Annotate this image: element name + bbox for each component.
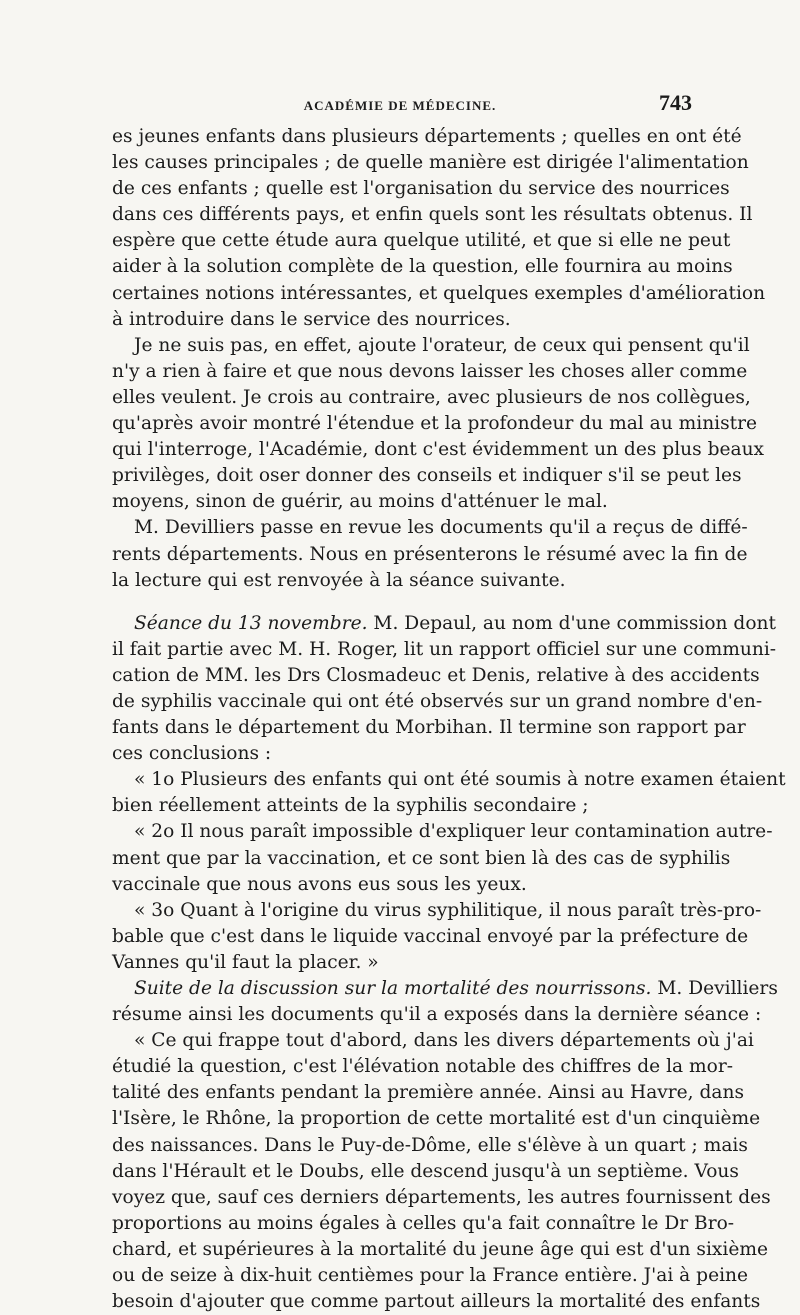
text-line: qu'après avoir montré l'étendue et la profondeur du mal au ministre xyxy=(112,413,758,435)
text-line: qui l'interroge, l'Académie, dont c'est évidemment un des plus beaux xyxy=(112,439,765,461)
paragraph xyxy=(112,124,766,333)
text-line: les causes principales ; de quelle manière est dirigée l'alimentation xyxy=(112,152,749,174)
text-line xyxy=(112,976,778,1002)
text-line: elles veulent. Je crois au contraire, avec plusieurs de nos collègues, xyxy=(112,386,751,408)
text-line: proportions au moins égales à celles qu'a fait connaître le Dr Bro- xyxy=(112,1212,735,1234)
text-line: la lecture qui est renvoyée à la séance suivante. xyxy=(112,569,566,591)
text-line: « Ce qui frappe tout d'abord, dans les divers départements où j'ai xyxy=(134,1030,754,1052)
line-text: M. Depaul, au nom d'une commission dont xyxy=(367,612,776,634)
text-line: vaccinale que nous avons eus sous les yeux. xyxy=(112,873,527,895)
text-line: de ces enfants ; quelle est l'organisation du service des nourrices xyxy=(112,178,730,200)
line-text: M. Devilliers xyxy=(651,978,778,999)
text-line: M. Devilliers passe en revue les documents qu'il a reçus de diffé- xyxy=(134,517,748,539)
text-line: étudié la question, c'est l'élévation notable des chiffres de la mor- xyxy=(112,1056,734,1078)
text-line: moyens, sinon de guérir, au moins d'atténuer le mal. xyxy=(112,491,608,513)
text-line: ou de seize à dix-huit centièmes pour la France entière. J'ai à peine xyxy=(112,1265,749,1287)
text-line: besoin d'ajouter que comme partout ailleurs la mortalité des enfants xyxy=(112,1291,761,1313)
italic-lead: Suite de la discussion sur la mortalité des nourrissons. xyxy=(134,978,652,999)
paragraph xyxy=(112,976,778,1028)
text-line: certaines notions intéressantes, et quelques exemples d'amélioration xyxy=(112,282,766,304)
running-head: ACADÉMIE DE MÉDECINE. xyxy=(303,98,497,113)
italic-lead: Séance du 13 novembre. xyxy=(134,612,368,634)
text-line: ment que par la vaccination, et ce sont bien là des cas de syphilis xyxy=(112,847,731,869)
text-line xyxy=(112,611,776,637)
page-number: 743 xyxy=(659,90,692,115)
page xyxy=(112,90,786,1315)
text-line: chard, et supérieures à la mortalité du jeune âge qui est d'un sixième xyxy=(112,1238,768,1260)
text-line: aider à la solution complète de la question, elle fournira au moins xyxy=(112,256,733,278)
paragraph xyxy=(112,819,773,897)
text-line: l'Isère, le Rhône, la proportion de cette mortalité est d'un cinquième xyxy=(112,1108,761,1130)
paragraph xyxy=(112,898,762,976)
text-line: talité des enfants pendant la première année. Ainsi au Havre, dans xyxy=(112,1082,744,1104)
text-line: fants dans le département du Morbihan. Il termine son rapport par xyxy=(112,717,746,739)
text-line: dans l'Hérault et le Doubs, elle descend jusqu'à un septième. Vous xyxy=(112,1160,739,1182)
text-line: « 3o Quant à l'origine du virus syphilitique, il nous paraît très-pro- xyxy=(134,899,762,921)
text-line: dans ces différents pays, et enfin quels sont les résultats obtenus. Il xyxy=(112,204,753,226)
paragraph xyxy=(112,515,748,593)
text-line: ces conclusions : xyxy=(112,743,272,765)
text-line: à introduire dans le service des nourrices. xyxy=(112,308,511,330)
paragraph xyxy=(112,1028,771,1315)
text-line: cation de MM. les Drs Closmadeuc et Denis, relative à des accidents xyxy=(112,664,760,686)
text-line: es jeunes enfants dans plusieurs départements ; quelles en ont été xyxy=(112,126,742,147)
text-line: Vannes qu'il faut la placer. » xyxy=(112,951,379,973)
paragraph xyxy=(112,333,765,516)
text-line: bable que c'est dans le liquide vaccinal envoyé par la préfecture de xyxy=(112,925,749,947)
text-line: privilèges, doit oser donner des conseils et indiquer s'il se peut les xyxy=(112,465,742,487)
text-line: voyez que, sauf ces derniers départements, les autres fournissent des xyxy=(112,1186,771,1208)
section-gap xyxy=(112,594,688,611)
text-line: espère que cette étude aura quelque utilité, et que si elle ne peut xyxy=(112,230,731,252)
text-line: « 1o Plusieurs des enfants qui ont été soumis à notre examen étaient xyxy=(134,769,786,791)
text-line: de syphilis vaccinale qui ont été observés sur un grand nombre d'en- xyxy=(112,690,763,712)
paragraph xyxy=(112,767,786,819)
text-line: il fait partie avec M. H. Roger, lit un rapport officiel sur une communi- xyxy=(112,638,777,660)
text-line: bien réellement atteints de la syphilis secondaire ; xyxy=(112,795,589,817)
text-line: n'y a rien à faire et que nous devons laisser les choses aller comme xyxy=(112,360,748,382)
text-line: Je ne suis pas, en effet, ajoute l'orateur, de ceux qui pensent qu'il xyxy=(134,334,750,356)
body-text xyxy=(112,124,786,1315)
paragraph xyxy=(112,611,777,768)
text-line: des naissances. Dans le Puy-de-Dôme, elle s'élève à un quart ; mais xyxy=(112,1134,748,1156)
text-line: rents départements. Nous en présenterons le résumé avec la fin de xyxy=(112,543,748,565)
text-line: résume ainsi les documents qu'il a exposés dans la dernière séance : xyxy=(112,1004,762,1026)
text-line: « 2o Il nous paraît impossible d'expliquer leur contamination autre- xyxy=(134,821,773,843)
page-header xyxy=(112,90,692,124)
